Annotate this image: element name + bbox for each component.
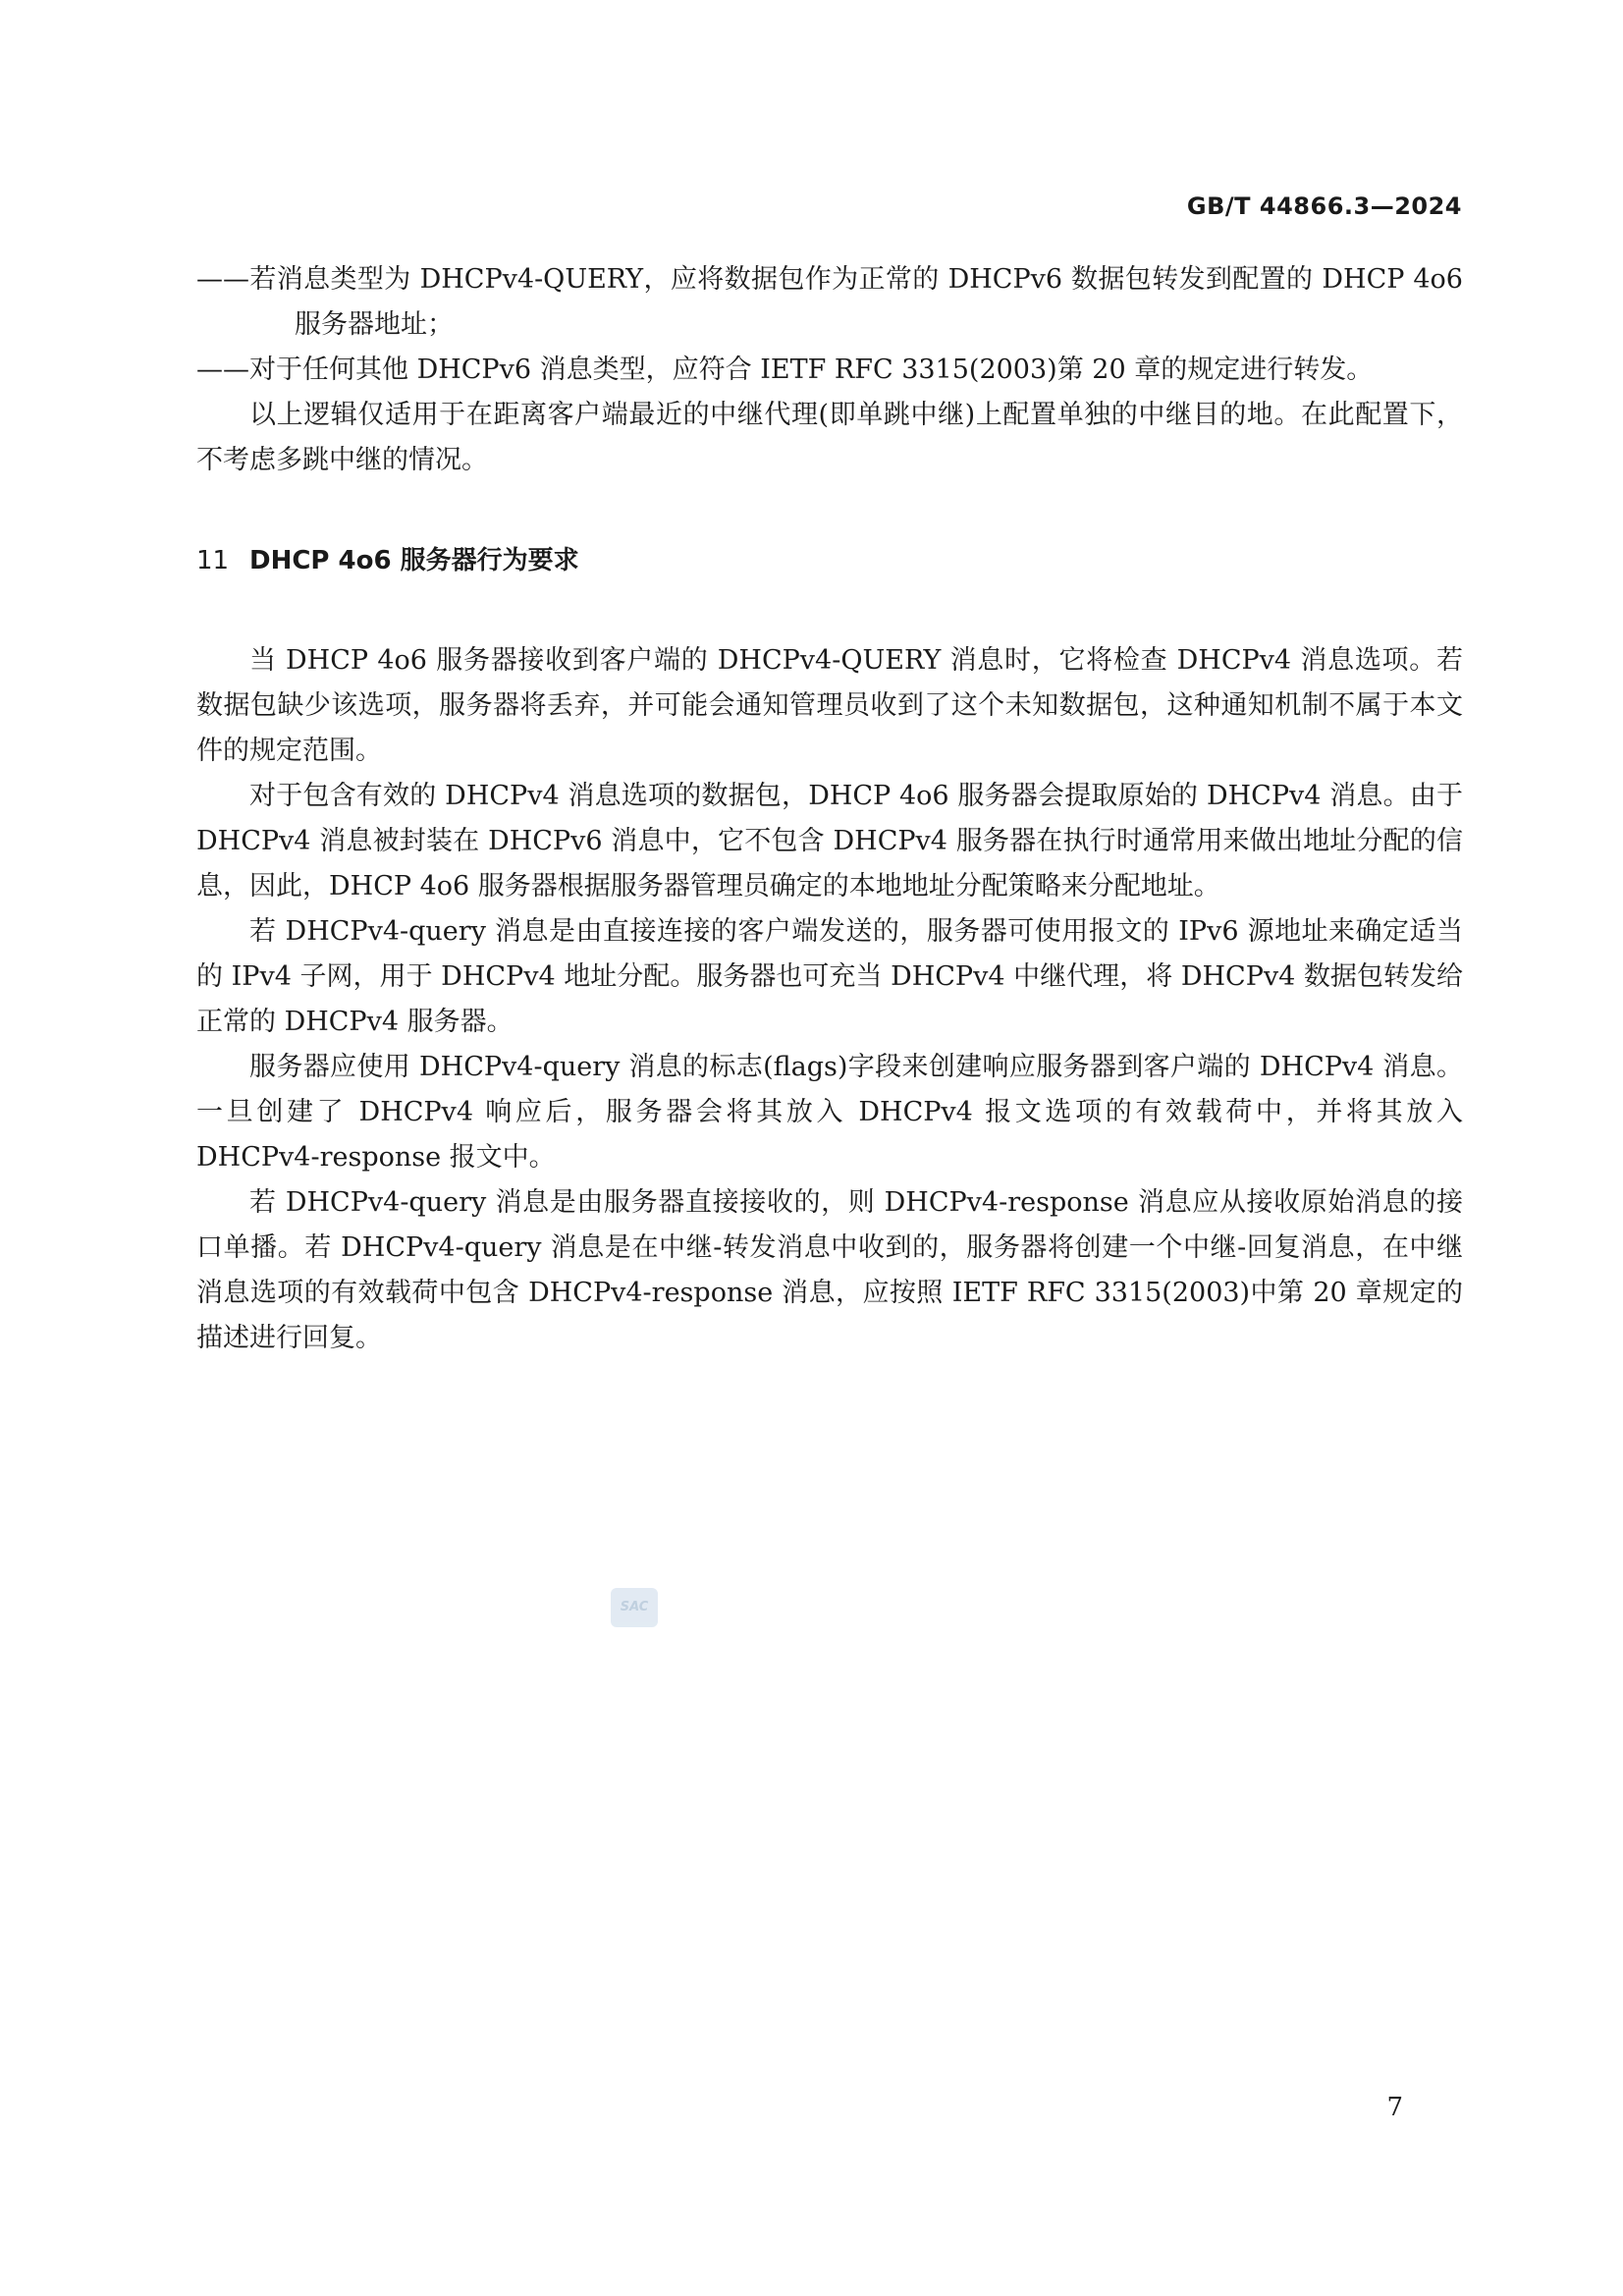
- list-item: ——对于任何其他 DHCPv6 消息类型，应符合 IETF RFC 3315(2003)第 20 章的规定进行转发。: [196, 355, 1374, 385]
- body-paragraph: 若 DHCPv4-query 消息是由直接连接的客户端发送的，服务器可使用报文的 IPv6 源地址来确定适当的 IPv4 子网，用于 DHCPv4 地址分配。服务器也可充当 DHCPv4 中继代理，将 DHCPv4 数据包转发给正常的 DHCPv4 服务器。: [196, 916, 1463, 1037]
- body-paragraph: 对于包含有效的 DHCPv4 消息选项的数据包，DHCP 4o6 服务器会提取原始的 DHCPv4 消息。由于 DHCPv4 消息被封装在 DHCPv6 消息中，它不包含 DHCPv4 服务器在执行时通常用来做出地址分配的信息，因此，DHCP 4o6 服务器根据服务器管理员确定的本地地址分配策略来分配地址。: [196, 781, 1463, 902]
- section-title: DHCP 4o6 服务器行为要求: [249, 546, 579, 575]
- intro-paragraph: 以上逻辑仅适用于在距离客户端最近的中继代理(即单跳中继)上配置单独的中继目的地。在此配置下，不考虑多跳中继的情况。: [196, 400, 1463, 475]
- list-item: ——若消息类型为 DHCPv4-QUERY，应将数据包作为正常的 DHCPv6 数据包转发到配置的 DHCP 4o6 服务器地址；: [196, 264, 1463, 340]
- body-paragraph: 服务器应使用 DHCPv4-query 消息的标志(flags)字段来创建响应服务器到客户端的 DHCPv4 消息。一旦创建了 DHCPv4 响应后，服务器会将其放入 DHCPv4 报文选项的有效载荷中，并将其放入 DHCPv4-response 报文中。: [196, 1052, 1463, 1173]
- sac-logo-watermark-icon: SAC: [611, 1588, 658, 1627]
- section-heading: [196, 538, 1463, 583]
- document-body: [196, 257, 1463, 1361]
- section-number: 11: [196, 546, 230, 575]
- body-paragraph: 若 DHCPv4-query 消息是由服务器直接接收的，则 DHCPv4-response 消息应从接收原始消息的接口单播。若 DHCPv4-query 消息是在中继-转发消息中收到的，服务器将创建一个中继-回复消息，在中继消息选项的有效载荷中包含 DHCPv4-response 消息，应按照 IETF RFC 3315(2003)中第 20 章规定的描述进行回复。: [196, 1187, 1463, 1353]
- page-number: 7: [1386, 2093, 1403, 2122]
- standard-code: GB/T 44866.3—2024: [1186, 192, 1462, 220]
- body-paragraph: 当 DHCP 4o6 服务器接收到客户端的 DHCPv4-QUERY 消息时，它将检查 DHCPv4 消息选项。若数据包缺少该选项，服务器将丢弃，并可能会通知管理员收到了这个未知数据包，这种通知机制不属于本文件的规定范围。: [196, 645, 1463, 766]
